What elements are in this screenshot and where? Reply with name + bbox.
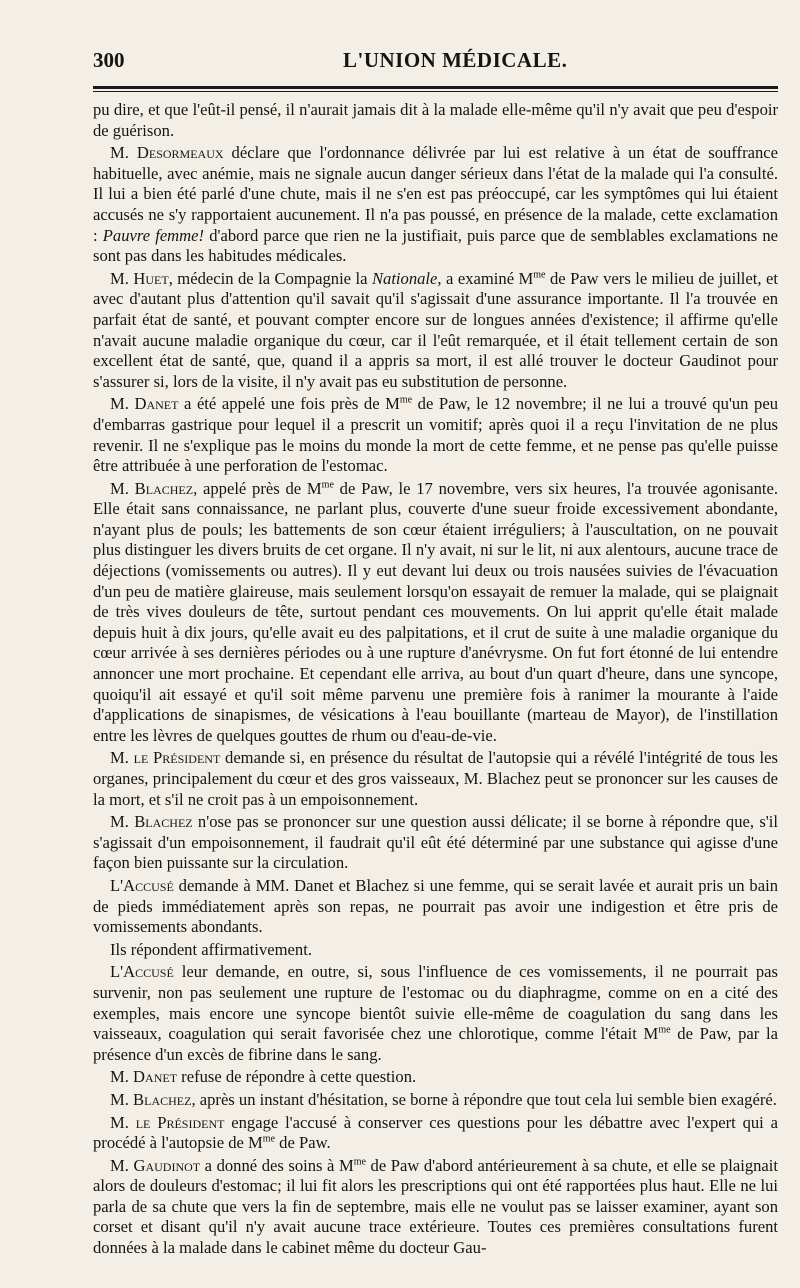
paragraph: M. Huet, médecin de la Compagnie la Nationale, a examiné $M^{me}$ de Paw vers le milieu de juillet, et avec d'autant plus d'attention qu'il savait qu'il s'agissait d'une assurance importante. Il l'a trouvée en parfait état de santé, et pouvant compter encore sur de longues années d'existence; il affirme qu'elle n'avait aucune maladie organique du cœur, car il l'eût remarquée, et il était tellement certain de son excellent état de santé, que, quand il a appris sa mort, il est allé trouver le docteur Gaudinot pour s'assurer si, lors de la visite, il n'y avait pas eu substitution de personne. [93,268,778,391]
italic-phrase: Pauvre femme! [102,225,205,245]
speaker-name: M. Gaudinot [110,1155,201,1175]
paragraph: M. le Président demande si, en présence du résultat de l'autopsie qui a révélé l'intégrité de tous les organes, principalement du cœur et des gros vaisseaux, M. Blachez peut se prononcer sur les causes de la mort, et s'il ne croit pas à un empoisonnement. [93,748,778,809]
paragraph: M. Gaudinot a donné des soins à $M^{me}$ de Paw d'abord antérieurement à sa chute, et elle se plaignait alors de douleurs d'estomac; il lui fit alors les prescriptions qui ont été rapportées plus haut. Elle ne lui parla de sa chute que vers la fin de septembre, mais elle ne voulut pas se laisser examiner, ayant son corset et disant qu'il n'y avait aucune trace extérieure. Toutes ces premières consultations furent données à la malade dans le cabinet même du docteur Gau- [93,1155,779,1258]
paragraph: M. le Président engage l'accusé à conserver ces questions pour les débattre avec l'expert qui a procédé à l'autopsie de $M^{me}$ de Paw. [93,1112,778,1153]
paragraph: M. Blachez, après un instant d'hésitation, se borne à répondre que tout cela lui semble bien exagéré. [110,1089,777,1109]
speaker-name: M. Blachez [110,478,194,498]
speaker-name: M. le Président [110,1112,225,1132]
journal-title: L'UNION MÉDICALE. [343,48,568,72]
italic-phrase: Nationale [371,268,438,288]
page-number: 300 [93,48,125,72]
header-rule-thin [93,91,778,92]
paragraph: M. Blachez, appelé près de $M^{me}$ de Paw, le 17 novembre, vers six heures, l'a trouvée agonisante. Elle était sans connaissance, ne parlant plus, couverte d'une sueur froide excessivement abondante, n'ayant plus de pouls; les battements de son cœur étaient irréguliers; à l'auscultation, on ne pouvait plus distinguer les divers bruits de cet organe. Il n'y avait, ni sur le lit, ni aux alentours, aucune trace de déjections (vomissements ou autres). Il y eut devant lui deux ou trois nausées suivies de l'évacuation d'un peu de matière glaireuse, mais seulement lorsqu'on essayait de remuer la malade, qui se plaignait de très vives douleurs de tête, surtout pendant ces mouvements. On lui apprit qu'elle était malade depuis huit à dix jours, qu'elle avait eu des palpitations, et il crut de suite à une maladie organique du cœur arrivée à ses dernières périodes ou à une rupture d'anévrysme. On fut fort étonné de lui entendre annoncer une mort prochaine. Et cependant elle arriva, au bout d'un quart d'heure, dans une syncope, quoiqu'il ait essayé et qu'il soit même parvenu une première fois à ranimer la mourante à l'aide d'applications de sinapismes, de vésications à l'eau bouillante (marteau de Mayor), de l'instillation entre les lèvres de quelques gouttes de rhum ou d'eau-de-vie. [93,478,779,745]
speaker-name: L'Accusé [110,875,174,895]
paragraph: M. Desormeaux déclare que l'ordonnance délivrée par lui est relative à un état de souffrance habituelle, avec anémie, mais ne signale aucun danger sérieux dans l'état de la malade qui l'a consulté. Il lui a bien été parlé d'une chute, mais il ne s'en est pas préoccupé, car les symptômes qui lui étaient accusés ne s'y rapportaient aucunement. Il n'a pas poussé, en présence de la malade, cette exclamation : Pauvre femme! d'abord parce que rien ne la justifiait, puis parce que de semblables exclamations ne sont pas dans les habitudes médicales. [93,143,778,266]
speaker-name: L'Accusé [110,962,174,982]
paragraph: M. Danet a été appelé une fois près de $M^{me}$ de Paw, le 12 novembre; il ne lui a trouvé qu'un peu d'embarras gastrique pour lequel il a prescrit un vomitif; après quoi il a reçu l'invitation de ne plus revenir. Il ne s'explique pas le moins du monde la mort de cette femme, et ne pense pas qu'elle puisse être attribuée à une perforation de l'estomac. [93,394,779,476]
paragraph: M. Blachez n'ose pas se prononcer sur une question aussi délicate; il se borne à répondre que, s'il s'agissait d'un empoisonnement, il faudrait qu'il eût été déterminé par une substance qui agisse d'une façon bien puissante sur la circulation. [93,812,778,873]
speaker-name: M. Huet [110,268,169,288]
paragraph: L'Accusé demande à MM. Danet et Blachez si une femme, qui se serait lavée et aurait pris un bain de pieds immédiatement après son repas, ne pourrait pas avoir une indigestion et être pris de vomissements abondants. [93,875,778,937]
speaker-name: M. Blachez [110,1089,192,1109]
paragraph: L'Accusé leur demande, en outre, si, sous l'influence de ces vomissements, il ne pourrait pas survenir, non pas seulement une rupture de l'estomac ou du diaphragme, comme on en a cité des exemples, mais encore une syncope bientôt suivie elle-même de coagulation du sang dans les vaisseaux, coagulation qui serait favorisée chez une chlorotique, comme l'était $M^{me}$ de Paw, par la présence d'un excès de fibrine dans le sang. [93,962,778,1064]
header-rule-thick [93,86,778,89]
running-header [93,48,778,76]
speaker-name: M. Danet [110,1067,178,1087]
paragraph: pu dire, et que l'eût-il pensé, il n'aurait jamais dit à la malade elle-même qu'il n'y avait que peu d'espoir de guérison. [93,100,778,140]
speaker-name: M. Desormeaux [110,143,224,163]
body-text [93,100,778,1259]
paragraph: M. Danet refuse de répondre à cette question. [110,1067,417,1087]
speaker-name: M. Blachez [110,812,193,832]
paragraph: Ils répondent affirmativement. [110,939,312,959]
speaker-name: M. Danet [110,394,179,414]
speaker-name: M. le Président [110,748,221,768]
